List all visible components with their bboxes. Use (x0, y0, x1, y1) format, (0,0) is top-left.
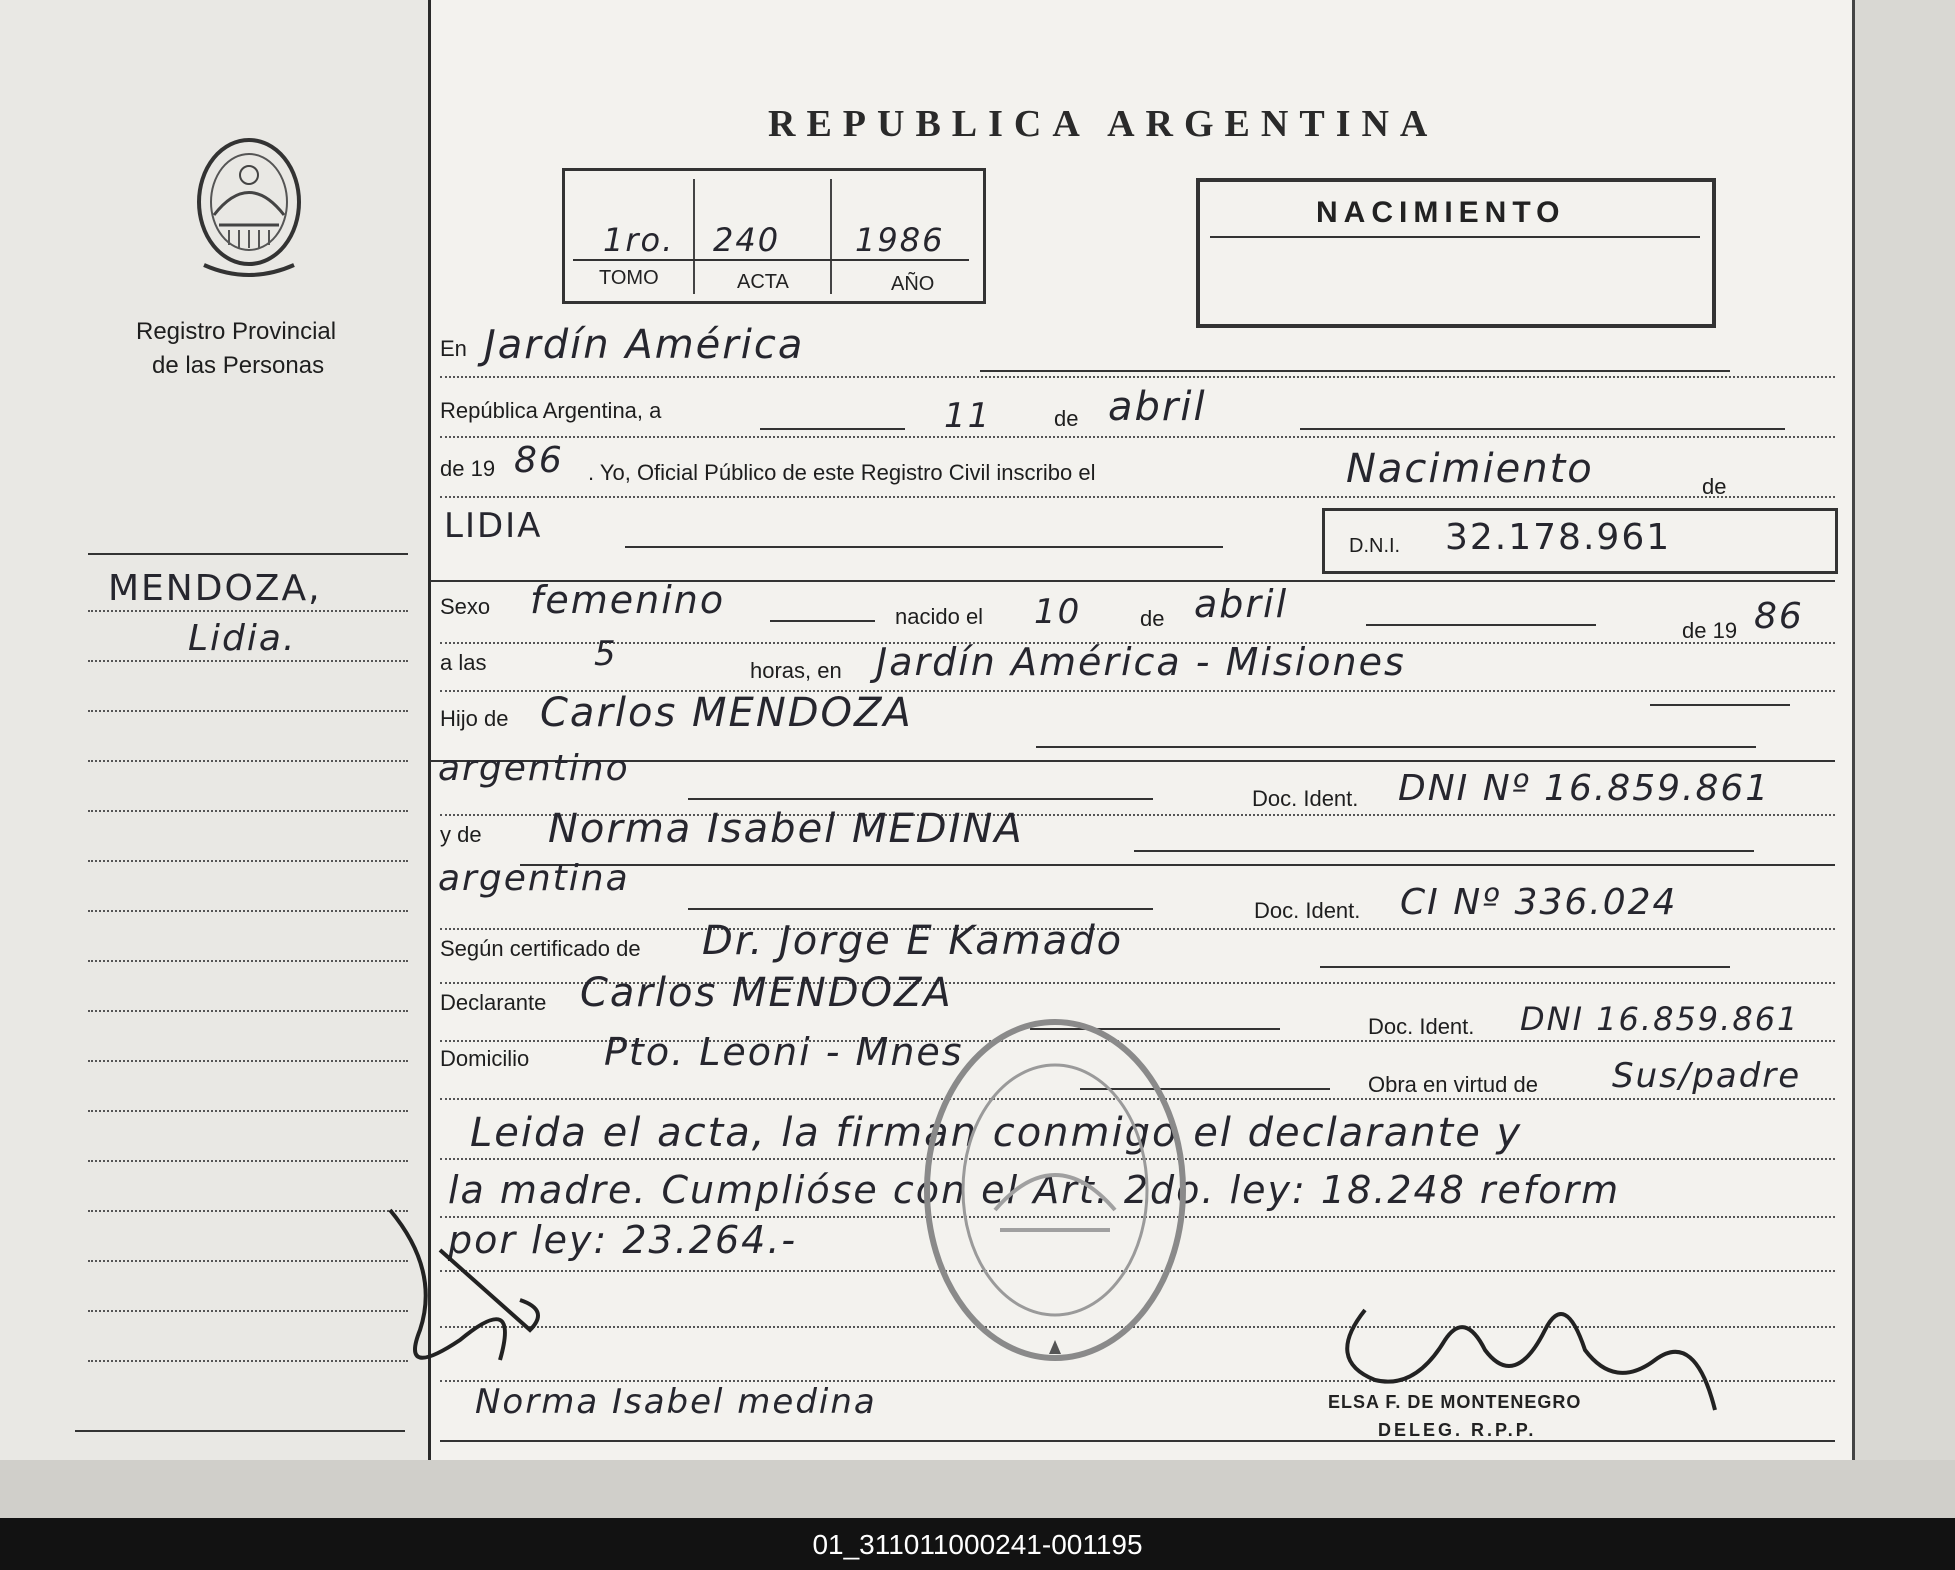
dotted-line (440, 496, 1835, 498)
registry-name-line2: de las Personas (152, 352, 325, 379)
margin-dotted-line (88, 1110, 408, 1112)
obra-value: Sus/padre (1612, 1056, 1802, 1096)
dni-box (1322, 508, 1838, 574)
child-name-value: LIDIA (444, 506, 543, 546)
birth-day-value: 10 (1034, 592, 1082, 632)
year-value: 86 (514, 440, 564, 481)
note-line-3: por ley: 23.264.- (448, 1218, 798, 1262)
doctor-value: Dr. Jorge E Kamado (702, 918, 1124, 964)
margin-dotted-line (88, 960, 408, 962)
father-nat-line (688, 798, 1153, 800)
father-doc-value: DNI Nº 16.859.861 (1398, 768, 1771, 809)
record-number-box (562, 168, 986, 304)
declarante-doc-label: Doc. Ident. (1368, 1014, 1475, 1039)
official-stamp-line1: ELSA F. DE MONTENEGRO (1328, 1392, 1582, 1412)
margin-dotted-line (88, 810, 408, 812)
right-page-edge (1852, 0, 1955, 1518)
dotted-line (440, 436, 1835, 438)
provincial-seal-icon (184, 130, 314, 285)
section-rule (430, 760, 1835, 762)
de-label-2: de (1702, 474, 1727, 499)
day-value: 11 (944, 396, 992, 436)
horas-en-label: horas, en (750, 658, 842, 683)
month-value: abril (1108, 384, 1207, 430)
father-name-value: Carlos MENDOZA (540, 690, 913, 736)
year-prefix: de 19 (440, 456, 496, 481)
registry-name-line1: Registro Provincial (136, 318, 337, 345)
acta-value: 240 (713, 221, 781, 259)
place-line (1650, 704, 1790, 706)
mother-signature: Norma Isabel medina (475, 1382, 877, 1422)
official-seal-icon (915, 1010, 1195, 1370)
bottom-page-band (0, 1460, 1955, 1518)
obra-label: Obra en virtud de (1368, 1072, 1538, 1097)
dni-label: D.N.I. (1349, 535, 1401, 557)
dotted-line (440, 928, 1835, 930)
birth-month-line (1366, 624, 1596, 626)
note-line-2: la madre. Cumplióse con el Art. 2do. ley: 18.248 reform (448, 1168, 1621, 1212)
birth-place-value: Jardín América - Misiones (876, 640, 1406, 684)
bottom-rule (440, 1440, 1835, 1442)
mother-nationality-value: argentina (438, 858, 630, 899)
domicilio-label: Domicilio (440, 1046, 530, 1071)
acta-label: ACTA (737, 271, 789, 293)
margin-rule (88, 553, 408, 555)
doctor-line (1320, 966, 1730, 968)
name-line (625, 546, 1223, 548)
a-las-label: a las (440, 650, 487, 675)
box-divider (830, 179, 832, 294)
margin-dotted-line (88, 1360, 408, 1362)
segun-certificado-label: Según certificado de (440, 936, 641, 961)
declarante-value: Carlos MENDOZA (580, 970, 953, 1016)
republica-label: República Argentina, a (440, 398, 662, 423)
official-stamp-line2: DELEG. R.P.P. (1378, 1420, 1537, 1440)
section-rule (520, 864, 1835, 866)
sexo-line (770, 620, 875, 622)
declarante-signature-icon (380, 1190, 580, 1390)
birth-year-prefix: de 19 (1682, 618, 1738, 643)
tomo-label: TOMO (599, 267, 659, 289)
ano-value: 1986 (855, 221, 945, 259)
declarante-doc-value: DNI 16.859.861 (1520, 1000, 1800, 1038)
margin-dotted-line (88, 1010, 408, 1012)
margin-dotted-line (88, 710, 408, 712)
father-line (1036, 746, 1756, 748)
ano-label: AÑO (891, 273, 935, 295)
box-divider (693, 179, 695, 294)
birth-month-value: abril (1194, 582, 1289, 626)
mother-doc-label: Doc. Ident. (1254, 898, 1361, 923)
mother-doc-value: CI Nº 336.024 (1400, 882, 1678, 923)
image-caption: 01_311011000241-001195 (812, 1529, 1143, 1560)
record-type-box (1196, 178, 1716, 328)
nacido-label: nacido el (895, 604, 984, 629)
month-line (1300, 428, 1785, 430)
dni-value: 32.178.961 (1445, 517, 1672, 558)
y-de-label: y de (440, 822, 482, 847)
type-box-rule (1210, 236, 1700, 238)
record-type-label: NACIMIENTO (1316, 196, 1566, 229)
declarante-label: Declarante (440, 990, 547, 1015)
hijo-de-label: Hijo de (440, 706, 509, 731)
birth-year-value: 86 (1754, 596, 1804, 637)
father-doc-label: Doc. Ident. (1252, 786, 1359, 811)
margin-bottom-rule (75, 1430, 405, 1432)
margin-dotted-line (88, 660, 408, 662)
margin-dotted-line (88, 1160, 408, 1162)
note-line-1: Leida el acta, la firman conmigo el declarante y (470, 1110, 1523, 1156)
margin-dotted-line (88, 860, 408, 862)
en-label: En (440, 336, 467, 361)
en-value: Jardín América (484, 322, 805, 368)
father-nationality-value: argentino (438, 748, 630, 789)
de-label-3: de (1140, 606, 1165, 631)
sexo-value: femenino (530, 578, 726, 622)
en-line (980, 370, 1730, 372)
hour-value: 5 (594, 634, 618, 674)
inscribe-value: Nacimiento (1346, 446, 1594, 492)
margin-dotted-line (88, 910, 408, 912)
tomo-value: 1ro. (603, 221, 675, 259)
margin-dotted-line (88, 1310, 408, 1312)
mother-nat-line (688, 908, 1153, 910)
margin-dotted-line (88, 610, 408, 612)
margin-dotted-line (88, 1060, 408, 1062)
margin-note-surname: MENDOZA, (108, 568, 322, 609)
document-title: REPUBLICA ARGENTINA (768, 103, 1439, 145)
dotted-line (440, 376, 1835, 378)
margin-dotted-line (88, 760, 408, 762)
yo-text: . Yo, Oficial Público de este Registro Civil inscribo el (588, 460, 1096, 485)
mother-line (1134, 850, 1754, 852)
sexo-label: Sexo (440, 594, 491, 619)
de-label: de (1054, 406, 1079, 431)
mother-name-value: Norma Isabel MEDINA (548, 806, 1024, 852)
domicilio-value: Pto. Leoni - Mnes (604, 1030, 964, 1074)
box-rule (573, 259, 969, 261)
day-line (760, 428, 905, 430)
margin-dotted-line (88, 1210, 408, 1212)
margin-dotted-line (88, 1260, 408, 1262)
margin-note-name: Lidia. (188, 618, 297, 659)
